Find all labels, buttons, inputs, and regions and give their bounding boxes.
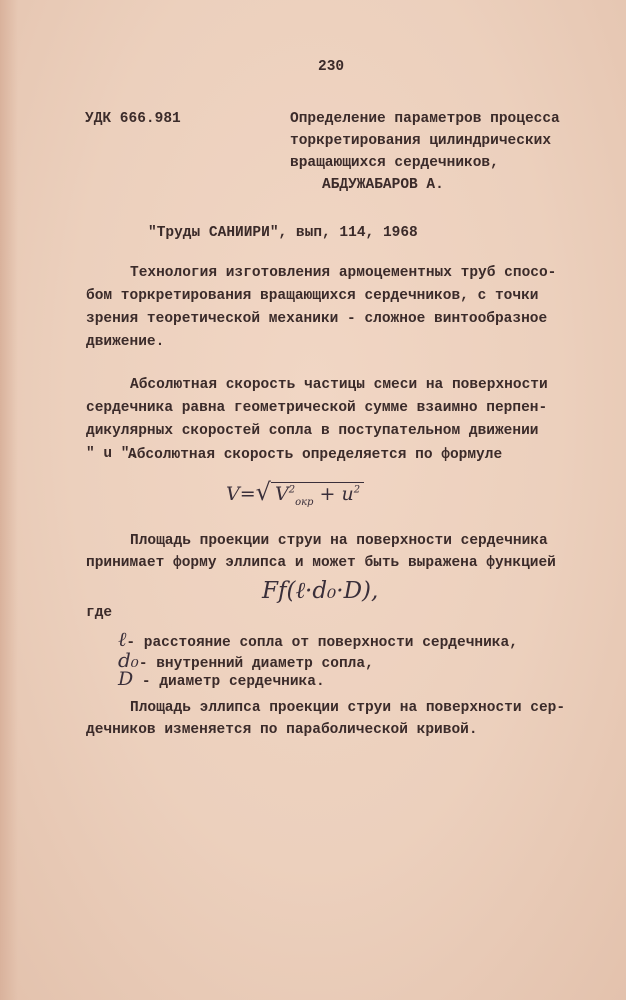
paragraph-line: принимает форму эллипса и может быть выражена функцией — [86, 555, 556, 571]
paragraph-line: бом торкретирования вращающихся сердечников, с точки — [86, 288, 539, 304]
title-line: торкретирования цилиндрических — [290, 133, 552, 149]
paragraph-line: дечников изменяется по параболической кривой. — [86, 722, 478, 738]
where-label: где — [86, 605, 113, 621]
paragraph-line: Площадь эллипса проекции струи на поверхности сер- — [130, 700, 566, 716]
title-line: вращающихся сердечников, — [290, 155, 499, 171]
velocity-formula: V=√ $V^2_{окр} + u^2$ — [226, 478, 364, 508]
definition-item: d₀- внутренний диаметр сопла, — [118, 648, 374, 672]
paragraph-line: Площадь проекции струи на поверхности сердечника — [130, 533, 548, 549]
definition-item: D - диаметр сердечника. — [118, 668, 325, 690]
paragraph-line: сердечника равна геометрической сумме взаимно перпен- — [86, 400, 548, 416]
definition-item: ℓ- расстояние сопла от поверхности сердечника, — [118, 627, 518, 651]
paragraph-line: дикулярных скоростей сопла в поступательном движении — [86, 423, 539, 439]
source-citation: "Труды САНИИРИ", вып, 114, 1968 — [148, 225, 418, 241]
paragraph-line: движение. — [86, 334, 165, 350]
paragraph-line: зрения теоретической механики - сложное винтообразное — [86, 311, 548, 327]
paragraph-line: Абсолютная скорость определяется по формуле — [128, 447, 503, 463]
udk-code: УДК 666.981 — [85, 111, 181, 127]
title-line: Определение параметров процесса — [290, 111, 560, 127]
page-number: 230 — [318, 59, 345, 75]
paragraph-line: Абсолютная скорость частицы смеси на поверхности — [130, 377, 548, 393]
paragraph-line: " u ". — [86, 446, 139, 462]
page-edge-shadow — [0, 0, 18, 1000]
paragraph-line: Технология изготовления армоцементных труб спосо- — [130, 265, 557, 281]
author: АБДУЖАБАРОВ А. — [322, 177, 444, 193]
area-function-formula: Ff(ℓ·d₀·D), — [262, 578, 379, 604]
